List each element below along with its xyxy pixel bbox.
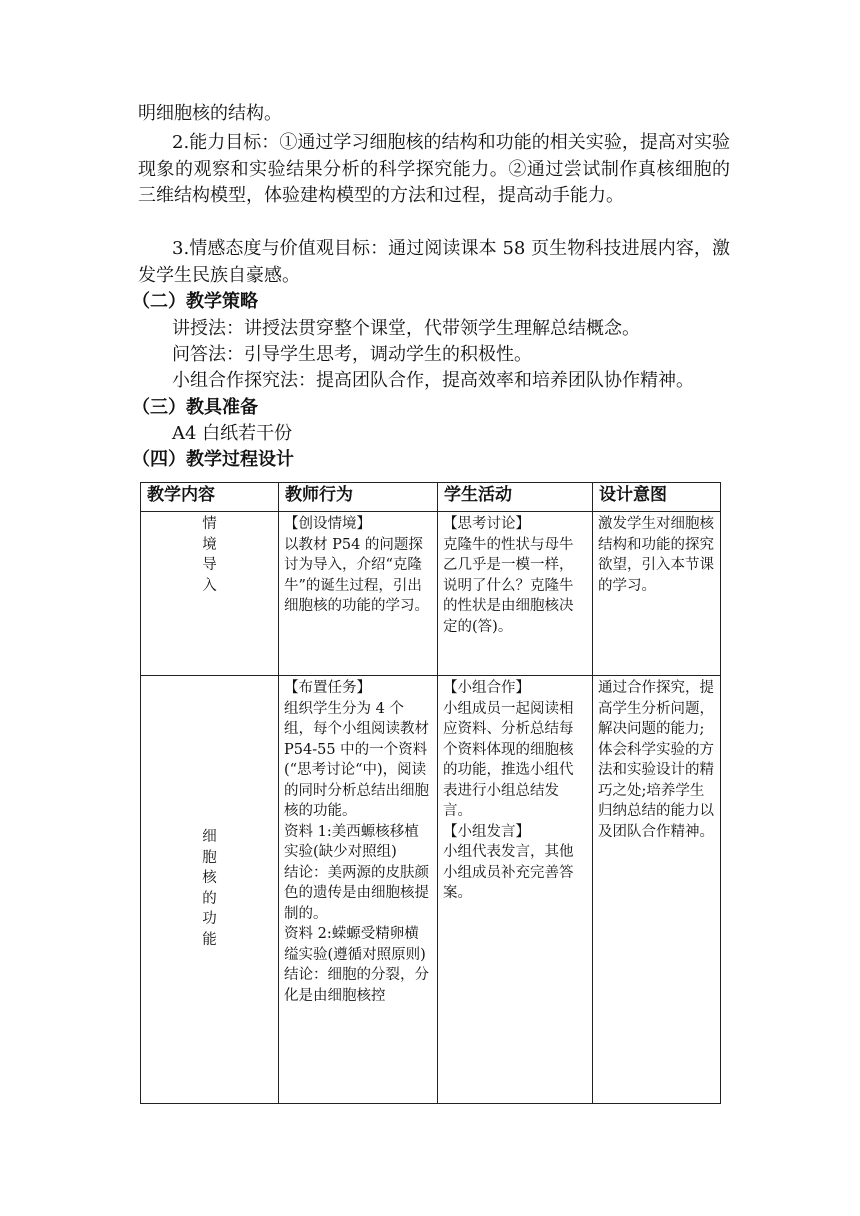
lesson-process-table: [140, 482, 721, 1104]
header-student: 学生活动: [438, 483, 593, 512]
row-label-situation-intro: [141, 512, 279, 676]
label-char: 境: [202, 536, 217, 553]
label-char: 情: [202, 516, 217, 532]
teacher-action-cell: 【布置任务】 组织学生分为 4 个组，每个小组阅读教材 P54-55 中的一个资料(“思考讨论“中)，阅读的同时分析总结出细胞核的功能。 资料 1:美西螈核移植实验(缺少对照组) 结论：美两源的皮肤颜色的遗传是由细胞核提制的。 资料 2:蝾螈受精卵横缢实验(遵循对照原则) 结论：细胞的分裂，分化是由细胞核控: [279, 676, 438, 1104]
label-char: 入: [202, 577, 217, 594]
tools-paper: A4 白纸若干份: [172, 423, 293, 444]
paragraph-emotion-goal: 3.情感态度与价值观目标：通过阅读课本 58 页生物科技进展内容，激发学生民族自豪感。: [138, 238, 730, 286]
label-char: 胞: [202, 849, 217, 866]
table-row: [141, 512, 721, 676]
paragraph-knowledge-end: 明细胞核的结构。: [138, 103, 282, 124]
header-teacher: 教师行为: [279, 483, 438, 512]
strategy-qa: 问答法：引导学生思考，调动学生的积极性。: [172, 344, 532, 365]
heading-teaching-strategy: （二）教学策略: [132, 291, 258, 312]
heading-teaching-tools: （三）教具准备: [132, 397, 258, 418]
strategy-group: 小组合作探究法：提高团队合作，提高效率和培养团队协作精神。: [172, 370, 694, 391]
design-intent-cell: 通过合作探究，提高学生分析问题，解决问题的能力;体会科学实验的方法和实验设计的精巧之处;培养学生归纳总结的能力以及团队合作精神。: [593, 676, 721, 1104]
label-char: 细: [202, 829, 217, 845]
label-char: 功: [202, 911, 217, 927]
label-char: 核: [202, 870, 217, 886]
heading-teaching-process: （四）教学过程设计: [132, 449, 294, 470]
design-intent-cell: 激发学生对细胞核结构和功能的探究欲望，引入本节课的学习。: [593, 512, 721, 676]
strategy-lecture: 讲授法：讲授法贯穿整个课堂，代带领学生理解总结概念。: [172, 318, 640, 339]
table-header-row: [141, 483, 721, 512]
teacher-action-cell: 【创设情境】 以教材 P54 的问题探讨为导入，介绍“克隆牛”的诞生过程，引出细胞核的功能的学习。: [279, 512, 438, 676]
header-content: 教学内容: [141, 483, 279, 512]
student-activity-cell: 【思考讨论】 克隆牛的性状与母牛乙几乎是一模一样，说明了什么？克隆牛的性状是由细胞核决定的(答)。: [438, 512, 593, 676]
student-activity-cell: 【小组合作】 小组成员一起阅读相应资料、分析总结每个资料体现的细胞核的功能，推选小组代表进行小组总结发言。 【小组发言】 小组代表发言，其他小组成员补充完善答案。: [438, 676, 593, 1104]
header-intent: 设计意图: [593, 483, 721, 512]
row-label-nucleus-function: [141, 676, 279, 1104]
paragraph-ability-goal: 2.能力目标：①通过学习细胞核的结构和功能的相关实验，提高对实验现象的观察和实验结果分析的科学探究能力。②通过尝试制作真核细胞的三维结构模型，体验建构模型的方法和过程，提高动手能力。: [138, 132, 730, 206]
label-char: 导: [202, 557, 217, 573]
table-row: [141, 676, 721, 1104]
label-char: 的: [202, 890, 217, 907]
label-char: 能: [202, 931, 217, 948]
